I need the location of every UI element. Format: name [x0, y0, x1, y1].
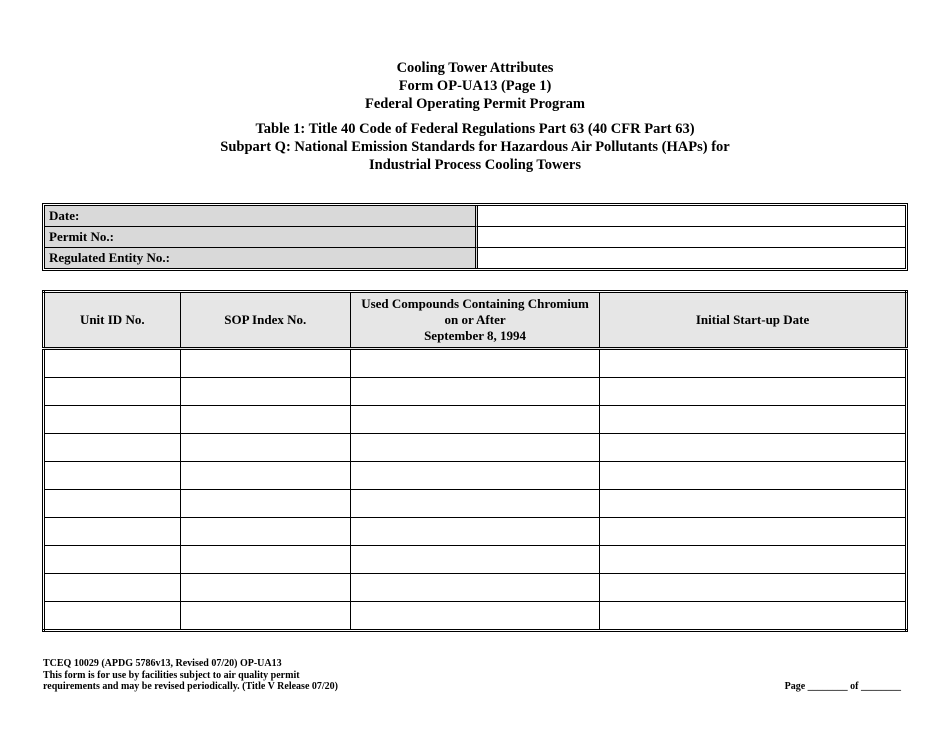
unit-id-cell[interactable] — [44, 546, 181, 574]
table-row — [44, 378, 907, 406]
table-row — [44, 434, 907, 462]
table-row — [44, 518, 907, 546]
regulated-entity-row — [45, 248, 905, 268]
program-name: Federal Operating Permit Program — [365, 96, 585, 112]
chromium-header — [350, 292, 599, 349]
table-body — [44, 349, 907, 631]
sop-index-header: SOP Index No. — [180, 292, 350, 349]
permit-info-table — [42, 203, 908, 271]
startup-date-header: Initial Start-up Date — [600, 292, 907, 349]
chromium-cell[interactable] — [350, 462, 599, 490]
unit-id-cell[interactable] — [44, 349, 181, 378]
sop-index-cell[interactable] — [180, 434, 350, 462]
sop-index-cell[interactable] — [180, 406, 350, 434]
chromium-header-line2: on or After — [444, 312, 506, 327]
unit-id-cell[interactable] — [44, 602, 181, 631]
chromium-header-line3: September 8, 1994 — [424, 328, 527, 343]
footer-form-id: TCEQ 10029 (APDG 5786v13, Revised 07/20) OP-UA13 — [43, 658, 282, 669]
startup-date-cell[interactable] — [600, 349, 907, 378]
chromium-cell[interactable] — [350, 406, 599, 434]
unit-id-cell[interactable] — [44, 574, 181, 602]
regulated-entity-field[interactable] — [478, 248, 905, 268]
startup-date-cell[interactable] — [600, 434, 907, 462]
table-header-row — [44, 292, 907, 349]
unit-id-header: Unit ID No. — [44, 292, 181, 349]
date-row — [45, 206, 905, 227]
unit-id-cell[interactable] — [44, 518, 181, 546]
table-row — [44, 574, 907, 602]
startup-date-cell[interactable] — [600, 574, 907, 602]
date-label: Date: — [45, 206, 478, 227]
sop-index-cell[interactable] — [180, 349, 350, 378]
sop-index-cell[interactable] — [180, 518, 350, 546]
table-row — [44, 349, 907, 378]
table-row — [44, 406, 907, 434]
regulated-entity-label: Regulated Entity No.: — [45, 248, 478, 268]
unit-id-cell[interactable] — [44, 462, 181, 490]
startup-date-cell[interactable] — [600, 490, 907, 518]
chromium-cell[interactable] — [350, 349, 599, 378]
footer-note-line2: requirements and may be revised periodically. (Title V Release 07/20) — [43, 681, 338, 692]
form-title: Cooling Tower Attributes — [396, 60, 554, 76]
cooling-tower-table — [42, 290, 908, 632]
table-row — [44, 490, 907, 518]
unit-id-cell[interactable] — [44, 406, 181, 434]
chromium-header-line1: Used Compounds Containing Chromium — [361, 296, 589, 311]
chromium-cell[interactable] — [350, 574, 599, 602]
chromium-cell[interactable] — [350, 378, 599, 406]
chromium-cell[interactable] — [350, 490, 599, 518]
table-row — [44, 462, 907, 490]
table-title: Table 1: Title 40 Code of Federal Regulations Part 63 (40 CFR Part 63) — [255, 121, 695, 137]
sop-index-cell[interactable] — [180, 378, 350, 406]
startup-date-cell[interactable] — [600, 518, 907, 546]
permit-no-label: Permit No.: — [45, 227, 478, 248]
table-row — [44, 602, 907, 631]
chromium-cell[interactable] — [350, 602, 599, 631]
subpart-subtitle: Industrial Process Cooling Towers — [368, 157, 582, 173]
subpart-title: Subpart Q: National Emission Standards for Hazardous Air Pollutants (HAPs) for — [220, 139, 730, 155]
sop-index-cell[interactable] — [180, 602, 350, 631]
permit-no-field[interactable] — [478, 227, 905, 248]
table-row — [44, 546, 907, 574]
chromium-cell[interactable] — [350, 518, 599, 546]
unit-id-cell[interactable] — [44, 434, 181, 462]
startup-date-cell[interactable] — [600, 378, 907, 406]
startup-date-cell[interactable] — [600, 602, 907, 631]
page-number: Page ________ of ________ — [784, 681, 901, 692]
footer-note-line1: This form is for use by facilities subject to air quality permit — [43, 669, 300, 681]
permit-no-row — [45, 227, 905, 248]
startup-date-cell[interactable] — [600, 462, 907, 490]
sop-index-cell[interactable] — [180, 462, 350, 490]
form-header — [0, 59, 950, 174]
form-footer — [43, 658, 338, 693]
form-number: Form OP-UA13 (Page 1) — [398, 78, 552, 94]
chromium-cell[interactable] — [350, 546, 599, 574]
sop-index-cell[interactable] — [180, 490, 350, 518]
unit-id-cell[interactable] — [44, 490, 181, 518]
sop-index-cell[interactable] — [180, 546, 350, 574]
date-field[interactable] — [478, 206, 905, 227]
startup-date-cell[interactable] — [600, 546, 907, 574]
startup-date-cell[interactable] — [600, 406, 907, 434]
unit-id-cell[interactable] — [44, 378, 181, 406]
chromium-cell[interactable] — [350, 434, 599, 462]
sop-index-cell[interactable] — [180, 574, 350, 602]
